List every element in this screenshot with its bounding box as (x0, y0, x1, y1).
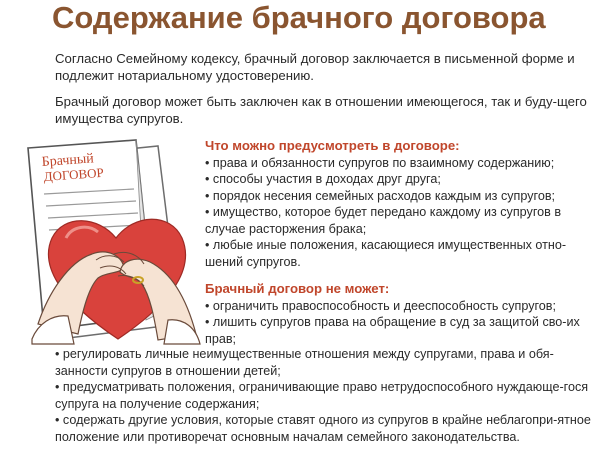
intro-paragraph-2: Брачный договор может быть заключен как в отношении имеющегося, так и буду-щего имущества супругов. (55, 94, 587, 126)
list-item: • способы участия в доходах друг друга; (205, 172, 441, 186)
list-item: • предусматривать положения, ограничивающие право нетрудоспособного нуждающе-гося супруга на получение содержания; (55, 380, 589, 411)
list-item: • порядок несения семейных расходов каждым из супругов; (205, 188, 556, 203)
cannot-section (205, 281, 600, 347)
list-item: • ограничить правоспособность и дееспособность супругов; (205, 298, 557, 313)
intro-paragraph-1: Согласно Семейному кодексу, брачный договор заключается в письменной форме и подлежит нотариальному удостоверению. (55, 51, 575, 83)
can-include-list (205, 155, 600, 271)
contract-illustration (18, 134, 208, 349)
can-include-section (205, 138, 600, 270)
cannot-list-continued (55, 346, 600, 445)
list-item: • регулировать личные неимущественные отношения между супругами, права и обя-занности супругов в отношении детей; (55, 347, 554, 378)
list-item: • права и обязанности супругов по взаимному содержанию; (205, 155, 555, 170)
list-item: • содержать другие условия, которые ставят одного из супругов в крайне неблагопри-ятное положение или противоречат основным началам семейного законодательства. (55, 413, 591, 444)
cannot-heading: Брачный договор не может: (205, 281, 390, 296)
list-item: • любые иные положения, касающиеся имущественных отно-шений супругов. (205, 238, 567, 269)
document-title-line-1: Брачный (41, 151, 95, 170)
list-item: • имущество, которое будет передано каждому из супругов в случае расторжения брака; (205, 205, 562, 236)
can-include-heading: Что можно предусмотреть в договоре: (205, 138, 460, 153)
list-item: • лишить супругов права на обращение в суд за защитой сво-их прав; (205, 315, 580, 346)
cannot-list (205, 298, 600, 348)
page-title: Содержание брачного договора (52, 0, 546, 35)
contract-heart-hands-image (18, 134, 208, 349)
document-title-line-2: ДОГОВОР (43, 164, 105, 184)
